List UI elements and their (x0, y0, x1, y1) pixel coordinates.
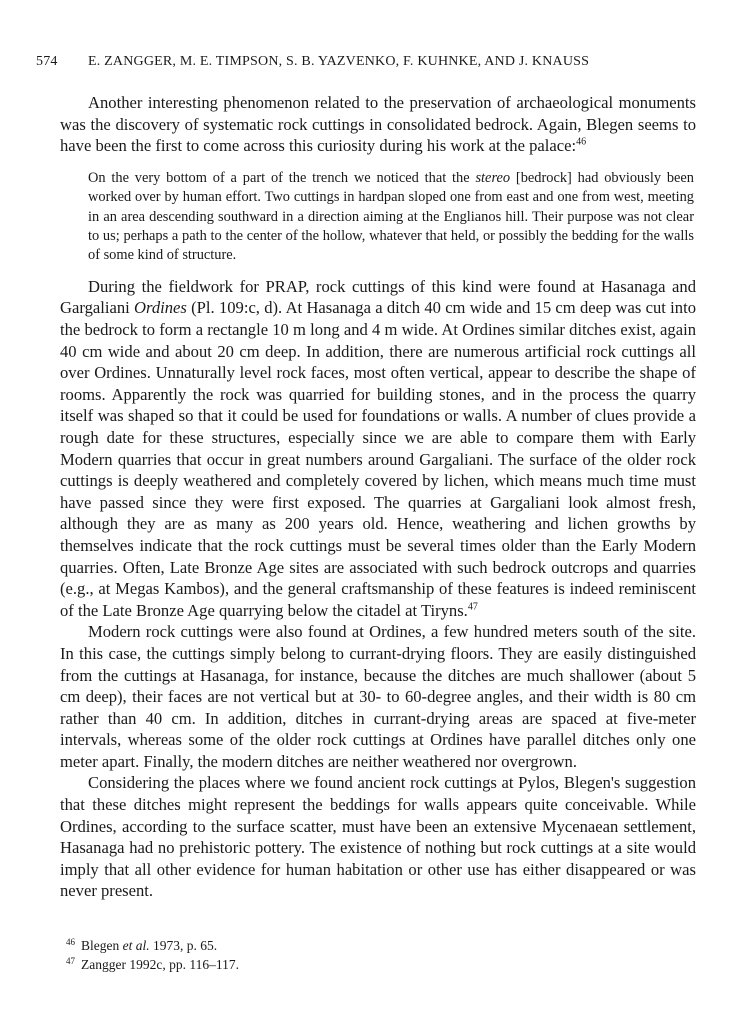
block-quote (88, 169, 694, 266)
footnote-text: 1973, p. 65. (149, 938, 218, 953)
author-list: E. ZANGGER, M. E. TIMPSON, S. B. YAZVENKO, F. KUHNKE, AND J. KNAUSS (88, 54, 590, 69)
article-body (60, 92, 696, 902)
paragraph: Modern rock cuttings were also found at Ordines, a few hundred meters south of the site. In this case, the cuttings simply belong to currant-drying floors. They are easily distinguished from the cuttings at Hasanaga, for instance, because the ditches are much shallower (about 5 cm deep), their faces are not vertical but at 30- to 60-degree angles, and their width is 80 cm rather than 40 cm. In addition, ditches in currant-drying areas are spaced at five-meter intervals, whereas some of the older rock cuttings at Ordines have parallel ditches only one meter apart. Finally, the modern ditches are neither weathered nor overgrown. (60, 622, 696, 771)
footnote-number: 46 (66, 936, 75, 947)
footnote (66, 936, 696, 955)
footnote-text: Blegen (81, 938, 123, 953)
quote-text: On the very bottom of a part of the trench we noticed that the (88, 169, 476, 186)
paragraph-text: During the fieldwork for PRAP, rock cuttings of this kind were found at Hasanaga and Gargaliani (60, 276, 696, 318)
footnote (66, 955, 696, 974)
footnote-ref: 47 (467, 601, 478, 613)
quote-italic-term: stereo (475, 169, 511, 186)
page-number: 574 (36, 54, 58, 69)
paragraph-text: (Pl. 109:c, d). At Hasanaga a ditch 40 cm wide and 15 cm deep was cut into the bedrock to form a rectangle 10 m long and 4 m wide. At Ordines similar ditches exist, again 40 cm wide and about 20 cm deep. In addition, there are numerous artificial rock cuttings all over Ordines. Unnaturally level rock faces, most often vertical, appear to describe the shape of rooms. Apparently the rock was quarried for building stones, and in the process the quarry itself was shaped so that it could be used for foundations or walls. A number of clues provide a rough date for these structures, especially since we are able to compare them with Early Modern quarries that occur in great numbers around Gargaliani. The surface of the older rock cuttings is deeply weathered and completely covered by lichen, which means much time must have passed since they were first exposed. The quarries at Gargaliani look almost fresh, although they are as many as 200 years old. Hence, weathering and lichen growths by themselves indicate that the rock cuttings must be several times older than the Early Modern quarries. Often, Late Bronze Age sites are associated with such bedrock outcrops and quarries (e.g., at Megas Kambos), and the general craftsmanship of these features is indeed reminiscent of the Late Bronze Age quarrying below the citadel at Tiryns. (60, 298, 696, 620)
footnote-text: Zangger 1992c, pp. 116–117. (81, 957, 239, 972)
paragraph (60, 92, 696, 157)
paragraph-text: Another interesting phenomenon related to the preservation of archaeological monuments was the discovery of systematic rock cuttings in consolidated bedrock. Again, Blegen seems to have been the first to come across this curiosity during his work at the palace: (60, 93, 696, 156)
paragraph (60, 276, 696, 622)
footnote-number: 47 (66, 955, 75, 966)
footnotes (66, 936, 696, 974)
italic-term: Ordines (134, 298, 187, 318)
paragraph: Considering the places where we found ancient rock cuttings at Pylos, Blegen's suggestion that these ditches might represent the beddings for walls appears quite conceivable. While Ordines, according to the surface scatter, must have been an extensive Mycenaean settlement, Hasanaga had no prehistoric pottery. The existence of nothing but rock cuttings at a site would imply that all other evidence for human habitation or other use has either disappeared or was never present. (60, 773, 696, 901)
footnote-ref: 46 (576, 136, 587, 148)
footnote-italic: et al. (122, 938, 150, 953)
quote-text: [bedrock] had obviously been worked over by human effort. Two cuttings in hardpan sloped one from east and one from west, meeting in an area descending southward in a direction aiming at the Englianos hill. Their purpose was not clear to us; perhaps a path to the center of the hollow, whatever that held, or possibly the bedding for the walls of some kind of structure. (88, 169, 694, 264)
